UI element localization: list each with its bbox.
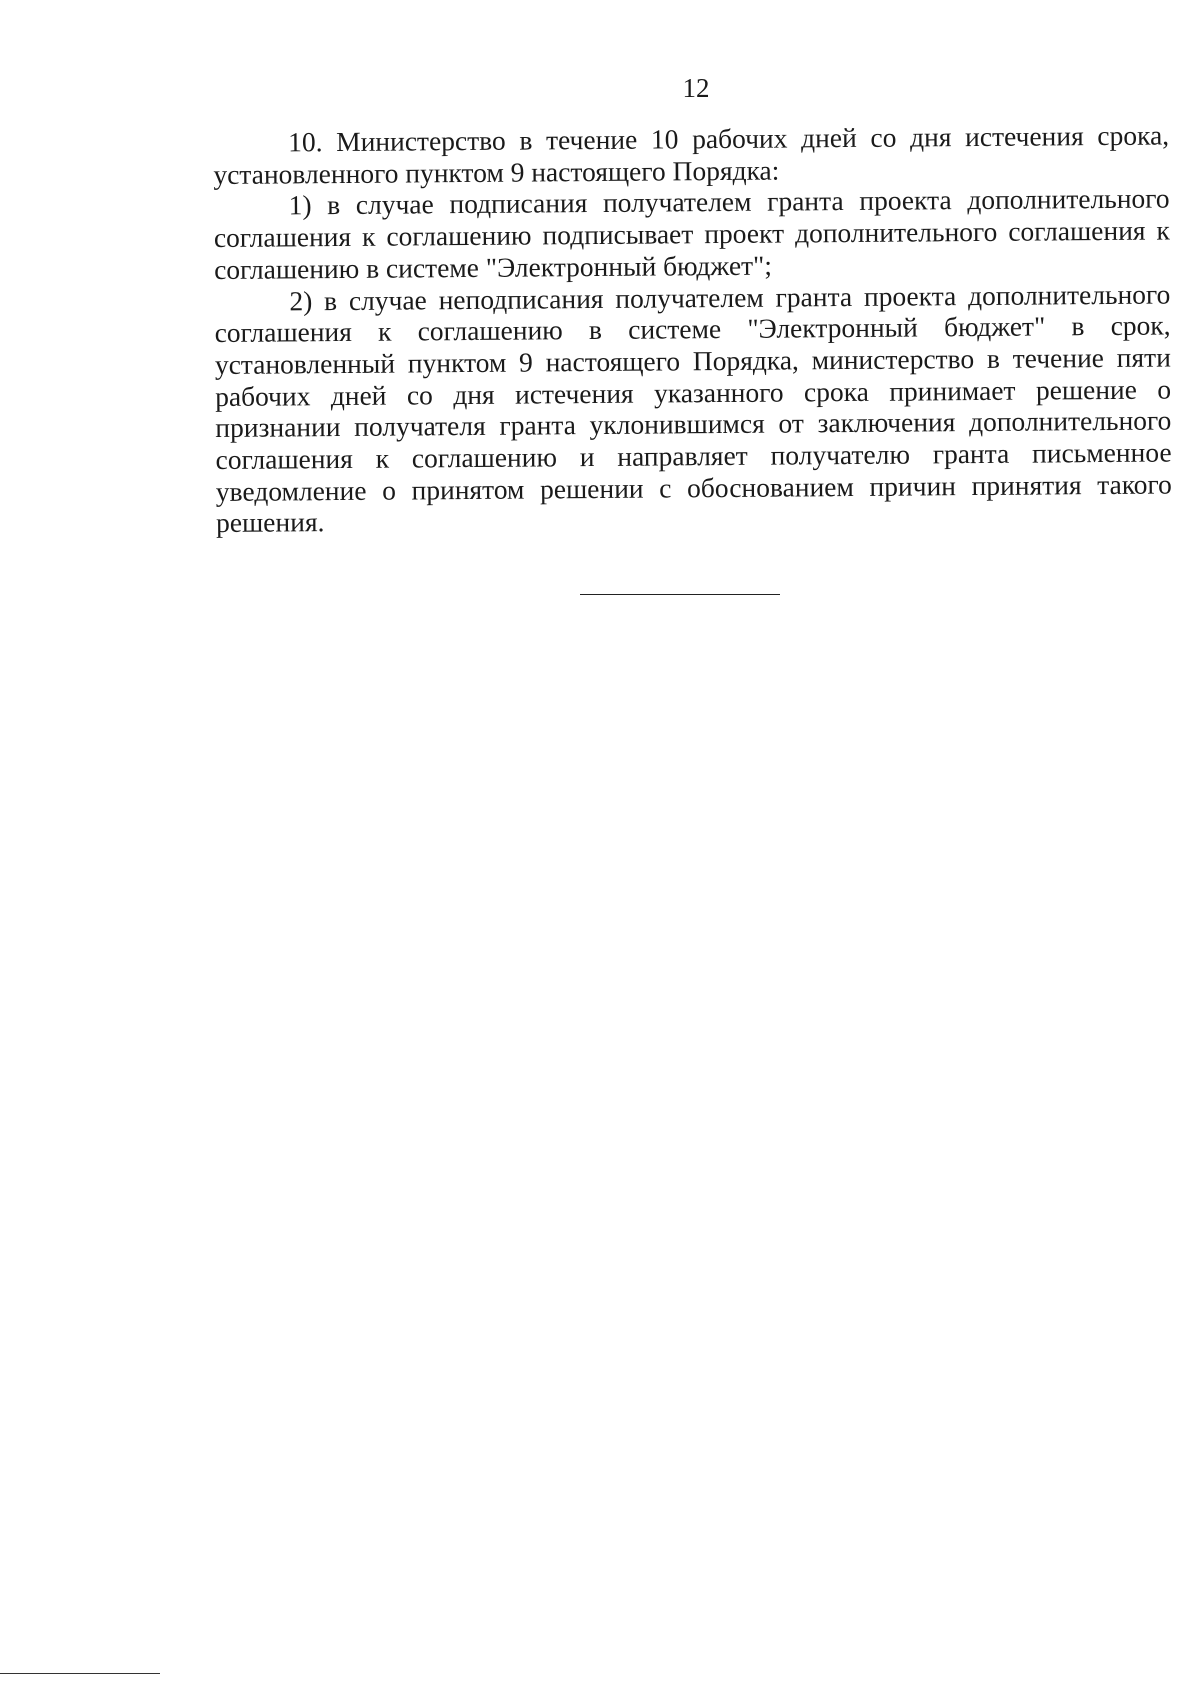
- footer-divider: [0, 1673, 160, 1674]
- document-body: [213, 119, 1172, 539]
- page-number: 12: [682, 73, 710, 103]
- end-of-text-divider: [580, 594, 780, 595]
- paragraph-item-10: 10. Министерство в течение 10 рабочих дней со дня истечения срока, установленного пунктом 9 настоящего Порядка:: [213, 119, 1170, 190]
- paragraph-subitem-2: 2) в случае неподписания получателем гранта проекта дополнительного соглашения к соглашению в системе "Электронный бюджет" в срок, установленный пунктом 9 настоящего Порядка, министерство в течение пяти рабочих дней со дня истечения указанного срока принимает решение о признании получателя гранта уклонившимся от заключения дополнительного соглашения к соглашению и направляет получателю гранта письменное уведомление о принятом решении с обоснованием причин принятия такого решения.: [214, 278, 1172, 539]
- paragraph-subitem-1: 1) в случае подписания получателем гранта проекта дополнительного соглашения к соглашению подписывает проект дополнительного соглашения к соглашению в системе "Электронный бюджет";: [213, 182, 1170, 285]
